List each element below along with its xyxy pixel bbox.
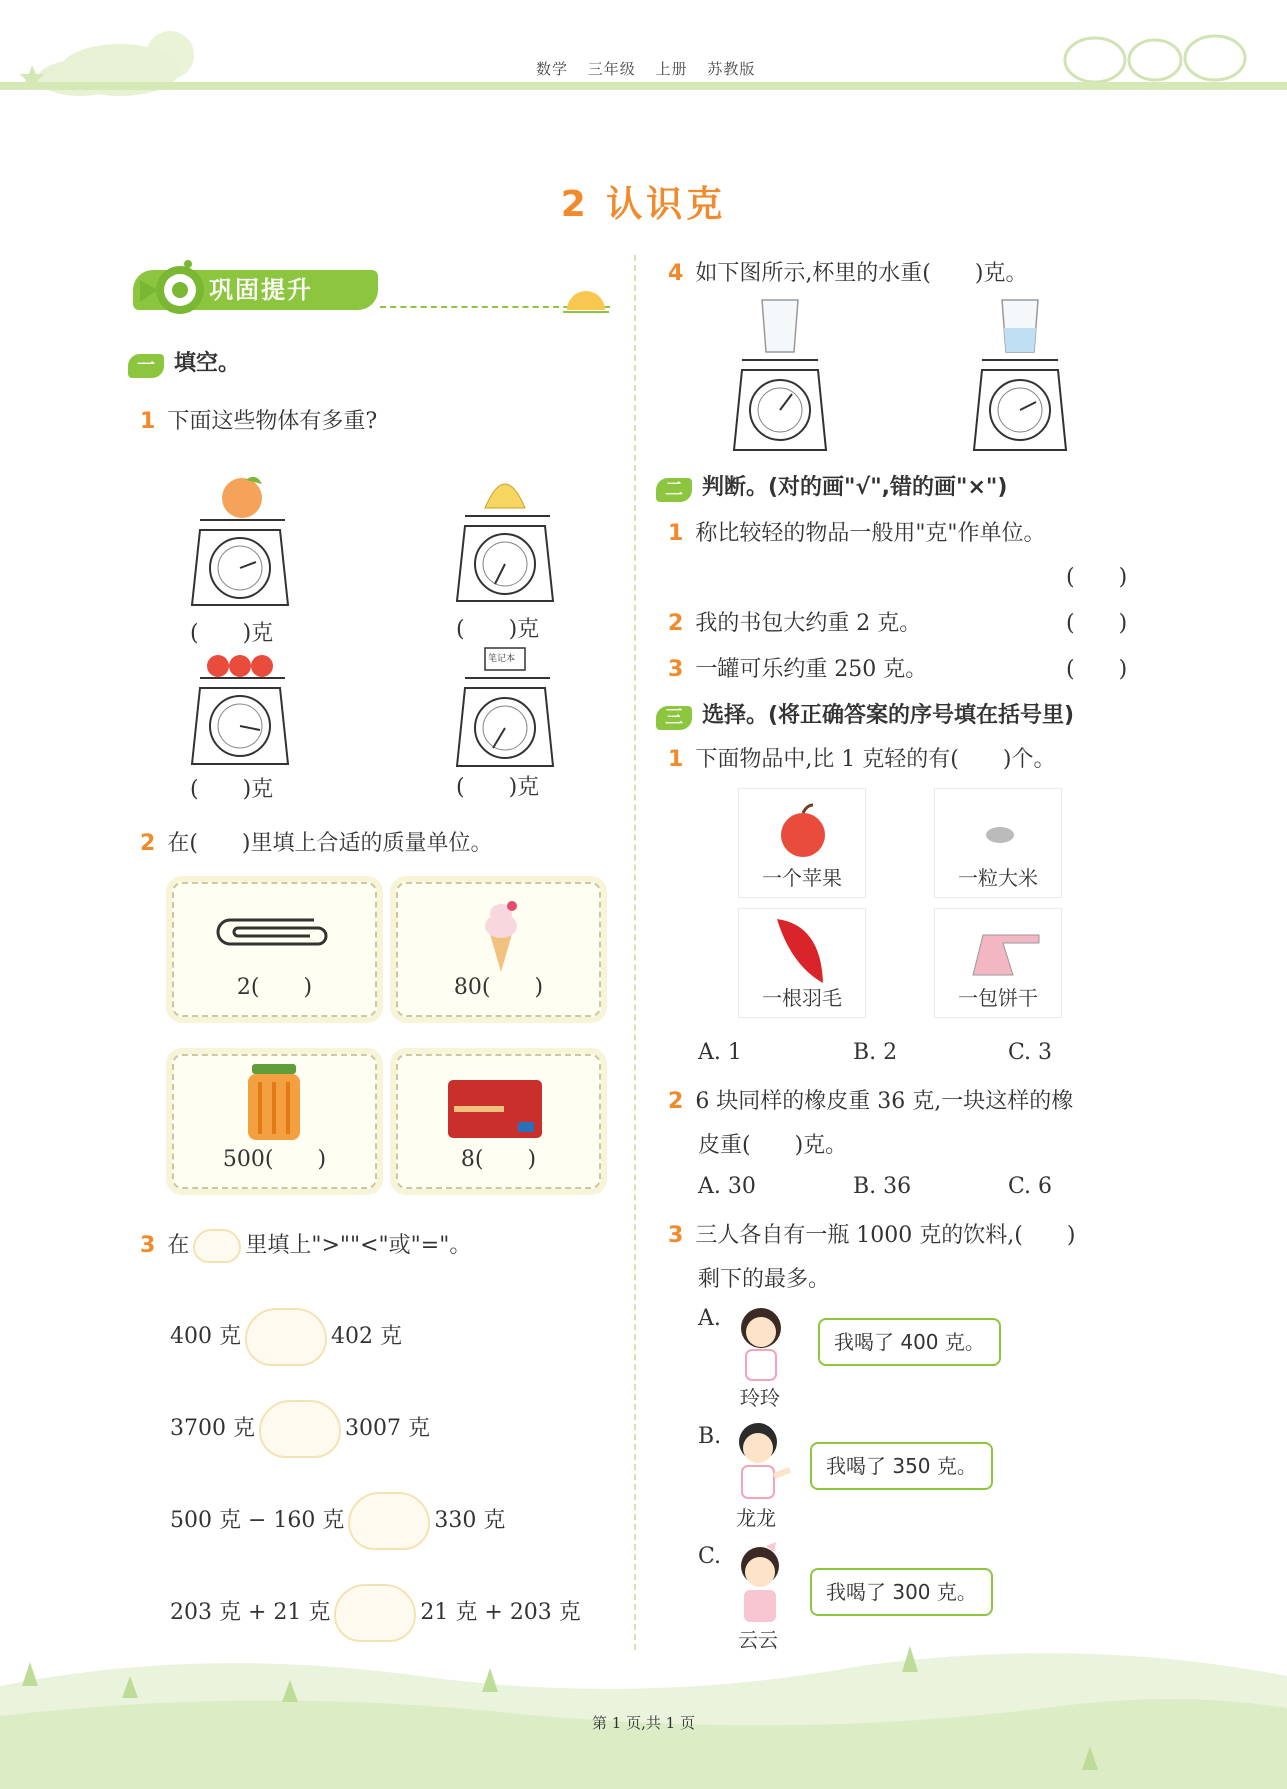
compare-blank-4[interactable] [334, 1584, 416, 1642]
icecream-icon [476, 894, 526, 974]
compare-row-2 [170, 1400, 430, 1458]
item-rice-label: 一粒大米 [958, 866, 1038, 890]
sunset-icon [563, 286, 609, 314]
header-subject: 数学 [536, 60, 569, 78]
scale-notebook-answer: ( )克 [456, 775, 540, 800]
page-footer: 第 1 页,共 1 页 [592, 1714, 695, 1732]
kid-b-speech: 我喝了 350 克。 [810, 1442, 993, 1490]
card-icecream-label: 80( ) [453, 975, 544, 1000]
jar-icon [244, 1064, 304, 1142]
compare-row-1 [170, 1308, 402, 1366]
header-decoration-right [1060, 18, 1260, 82]
rice-grain-icon [985, 825, 1015, 845]
choice-2-option-a[interactable]: A. 30 [698, 1174, 756, 1199]
girl-yunyun-icon [726, 1542, 796, 1626]
question-2 [140, 826, 492, 857]
choice-1-option-a[interactable]: A. 1 [698, 1040, 742, 1065]
compare-row-1-left: 400 克 [170, 1324, 241, 1349]
choice-1-number: 1 [668, 747, 684, 772]
item-feather-label: 一根羽毛 [762, 986, 842, 1010]
header-volume: 上册 [655, 60, 688, 78]
judge-2 [668, 606, 921, 637]
kid-a-option[interactable]: A. [698, 1306, 721, 1331]
question-2-text: 在( )里填上合适的质量单位。 [167, 831, 493, 856]
compare-circle-icon [193, 1229, 241, 1263]
card-jar-label: 500( ) [222, 1147, 327, 1172]
compare-row-1-right: 402 克 [331, 1324, 402, 1349]
column-divider [634, 255, 636, 1650]
section3-tag: 三 [656, 706, 692, 730]
section1-heading [128, 346, 240, 378]
choice-3-line2: 剩下的最多。 [698, 1267, 831, 1292]
kid-b-option[interactable]: B. [698, 1424, 722, 1449]
choice-1-option-c[interactable]: C. 3 [1008, 1040, 1053, 1065]
question-4 [668, 256, 1027, 287]
card-paperclip-label: 2( ) [236, 975, 313, 1000]
card-icecream [396, 882, 601, 1017]
judge-1-number: 1 [668, 521, 684, 546]
question-4-number: 4 [668, 261, 684, 286]
kid-a-name: 玲玲 [740, 1386, 780, 1410]
question-4-text: 如下图所示,杯里的水重( )克。 [695, 261, 1028, 286]
kid-b-name: 龙龙 [736, 1506, 776, 1530]
feather-icon [771, 915, 831, 985]
question-3-text-before: 在 [167, 1233, 190, 1258]
scale-tomatoes-answer: ( )克 [190, 777, 274, 802]
choice-2 [668, 1084, 1073, 1115]
compare-blank-1[interactable] [245, 1308, 327, 1366]
fish-icon [140, 258, 208, 318]
compare-row-3-left: 500 克 − 160 克 [170, 1508, 345, 1533]
compare-row-4-left: 203 克 + 21 克 [170, 1600, 331, 1625]
judge-2-number: 2 [668, 611, 684, 636]
biscuit-pack-icon [963, 929, 1043, 979]
question-1 [140, 404, 377, 435]
scale-empty-cup [730, 298, 830, 453]
compare-row-2-left: 3700 克 [170, 1416, 255, 1441]
compare-row-4-right: 21 克 + 203 克 [420, 1600, 581, 1625]
boy-longlong-icon [724, 1420, 794, 1504]
question-1-number: 1 [140, 409, 156, 434]
judge-1-text: 称比较轻的物品一般用"克"作单位。 [695, 521, 1046, 546]
choice-1-options [698, 1040, 1163, 1065]
choice-1-text: 下面物品中,比 1 克轻的有( )个。 [695, 747, 1056, 772]
choice-3 [668, 1218, 1075, 1249]
section3-heading [656, 698, 1074, 730]
compare-row-3-right: 330 克 [434, 1508, 506, 1533]
scale-water-cup [970, 298, 1070, 453]
item-rice [934, 788, 1062, 898]
item-biscuits-label: 一包饼干 [958, 986, 1038, 1010]
card-carrot-jar [172, 1054, 377, 1189]
compare-blank-2[interactable] [259, 1400, 341, 1458]
compare-blank-3[interactable] [348, 1492, 430, 1550]
compare-row-3 [170, 1492, 505, 1550]
choice-2-number: 2 [668, 1089, 684, 1114]
question-3-text-after: 里填上">""<"或"="。 [245, 1233, 472, 1258]
header-band [0, 82, 1287, 90]
item-apple [738, 788, 866, 898]
kid-c-option[interactable]: C. [698, 1544, 722, 1569]
scale-orange-answer: ( )克 [190, 621, 274, 646]
section2-title: 判断。(对的画"√",错的画"×") [702, 475, 1008, 500]
girl-lingling-icon [728, 1304, 794, 1384]
section2-heading [656, 470, 1007, 502]
apple-icon [775, 803, 831, 859]
question-3-number: 3 [140, 1233, 156, 1258]
scale-banana-answer: ( )克 [456, 617, 540, 642]
choice-2-options [698, 1174, 1163, 1199]
choice-2-line2: 皮重( )克。 [698, 1133, 848, 1158]
card-bankcard-label: 8( ) [460, 1147, 537, 1172]
kid-c-name: 云云 [738, 1628, 778, 1652]
notebook-label: 笔记本 [488, 654, 516, 664]
choice-1 [668, 742, 1055, 773]
judge-3-text: 一罐可乐约重 250 克。 [695, 657, 928, 682]
judge-1 [668, 516, 1046, 547]
choice-2-option-b[interactable]: B. 36 [853, 1174, 912, 1199]
choice-2-line1: 6 块同样的橡皮重 36 克,一块这样的橡 [695, 1089, 1074, 1114]
kid-a-speech: 我喝了 400 克。 [818, 1318, 1001, 1366]
section2-tag: 二 [656, 478, 692, 502]
judge-3-answer[interactable]: ( ) [1066, 657, 1128, 682]
judge-2-answer[interactable]: ( ) [1066, 611, 1128, 636]
judge-3 [668, 652, 927, 683]
paperclip-icon [214, 912, 334, 952]
judge-2-text: 我的书包大约重 2 克。 [695, 611, 922, 636]
choice-2-option-c[interactable]: C. 6 [1008, 1174, 1053, 1199]
header-grade: 三年级 [587, 60, 636, 78]
question-1-text: 下面这些物体有多重? [167, 409, 378, 434]
choice-3-line1: 三人各自有一瓶 1000 克的饮料,( ) [695, 1223, 1076, 1248]
item-apple-label: 一个苹果 [762, 866, 842, 890]
scale-banana [455, 466, 555, 606]
header-info [536, 58, 769, 79]
compare-row-4 [170, 1584, 581, 1642]
section1-title: 填空。 [174, 351, 241, 376]
section-banner: 巩固提升 [133, 270, 378, 310]
choice-1-option-b[interactable]: B. 2 [853, 1040, 898, 1065]
judge-3-number: 3 [668, 657, 684, 682]
section3-title: 选择。(将正确答案的序号填在括号里) [702, 703, 1075, 728]
scale-orange [190, 470, 290, 610]
judge-1-answer[interactable]: ( ) [1066, 565, 1128, 590]
question-3 [140, 1228, 471, 1263]
bankcard-icon [448, 1080, 542, 1138]
card-paperclip [172, 882, 377, 1017]
compare-row-2-right: 3007 克 [344, 1416, 430, 1441]
section1-tag: 一 [128, 354, 164, 378]
header-edition: 苏教版 [707, 60, 756, 78]
scale-tomatoes [190, 622, 290, 767]
card-bankcard [396, 1054, 601, 1189]
question-2-number: 2 [140, 831, 156, 856]
item-feather [738, 908, 866, 1018]
item-biscuits [934, 908, 1062, 1018]
page-title: 2 认识克 [560, 184, 727, 225]
choice-3-number: 3 [668, 1223, 684, 1248]
kid-c-speech: 我喝了 300 克。 [810, 1568, 993, 1616]
